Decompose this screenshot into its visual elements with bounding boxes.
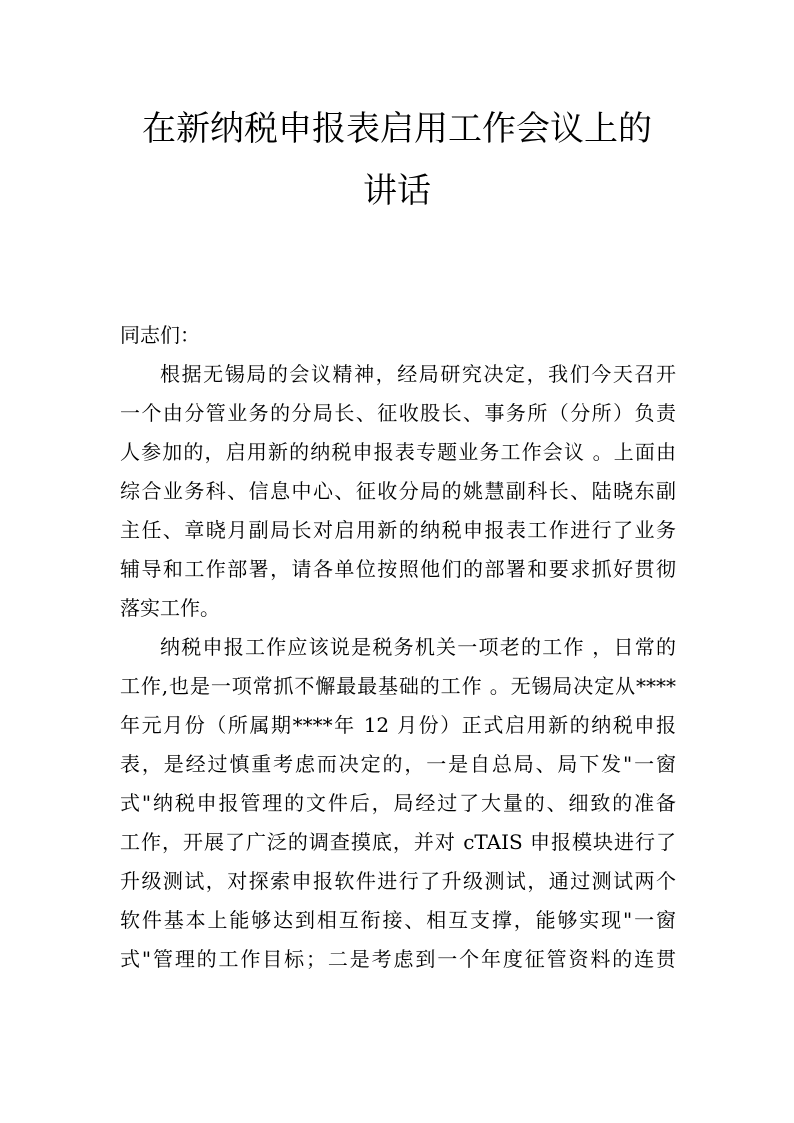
paragraph-line: 年元月份（所属期****年 12 月份）正式启用新的纳税申报 xyxy=(120,713,676,737)
paragraph-line: 工作,也是一项常抓不懈最最基础的工作 。无锡局决定从**** xyxy=(120,674,676,698)
paragraph-1 xyxy=(120,355,676,628)
paragraph-line: 人参加的，启用新的纳税申报表专题业务工作会议 。上面由 xyxy=(120,440,676,464)
salutation: 同志们： xyxy=(120,323,200,347)
paragraph-line: 一个由分管业务的分局长、征收股长、事务所（分所）负责 xyxy=(120,401,676,425)
paragraph-line: 式"管理的工作目标；二是考虑到一个年度征管资料的连贯 xyxy=(120,947,676,971)
paragraph-line: 工作，开展了广泛的调查摸底，并对 cTAIS 申报模块进行了 xyxy=(120,830,676,854)
paragraph-line: 落实工作。 xyxy=(120,596,220,620)
paragraph-line: 辅导和工作部署，请各单位按照他们的部署和要求抓好贯彻 xyxy=(120,557,676,581)
paragraph-line: 综合业务科、信息中心、征收分局的姚慧副科长、陆晓东副 xyxy=(120,479,676,503)
title-line-2: 讲话 xyxy=(363,171,431,211)
paragraph-2 xyxy=(120,628,676,979)
document-title xyxy=(100,98,694,222)
document-body xyxy=(120,316,676,979)
paragraph-line: 式"纳税申报管理的文件后，局经过了大量的、细致的准备 xyxy=(120,791,676,815)
paragraph-line: 纳税申报工作应该说是税务机关一项老的工作 ，日常的 xyxy=(160,635,676,659)
title-line-1: 在新纳税申报表启用工作会议上的 xyxy=(142,109,652,149)
paragraph-line: 升级测试，对探索申报软件进行了升级测试，通过测试两个 xyxy=(120,869,676,893)
paragraph-line: 根据无锡局的会议精神，经局研究决定，我们今天召开 xyxy=(160,362,676,386)
paragraph-line: 表，是经过慎重考虑而决定的，一是自总局、局下发"一窗 xyxy=(120,752,676,776)
paragraph-line: 主任、章晓月副局长对启用新的纳税申报表工作进行了业务 xyxy=(120,518,676,542)
paragraph-line: 软件基本上能够达到相互衔接、相互支撑，能够实现"一窗 xyxy=(120,908,676,932)
